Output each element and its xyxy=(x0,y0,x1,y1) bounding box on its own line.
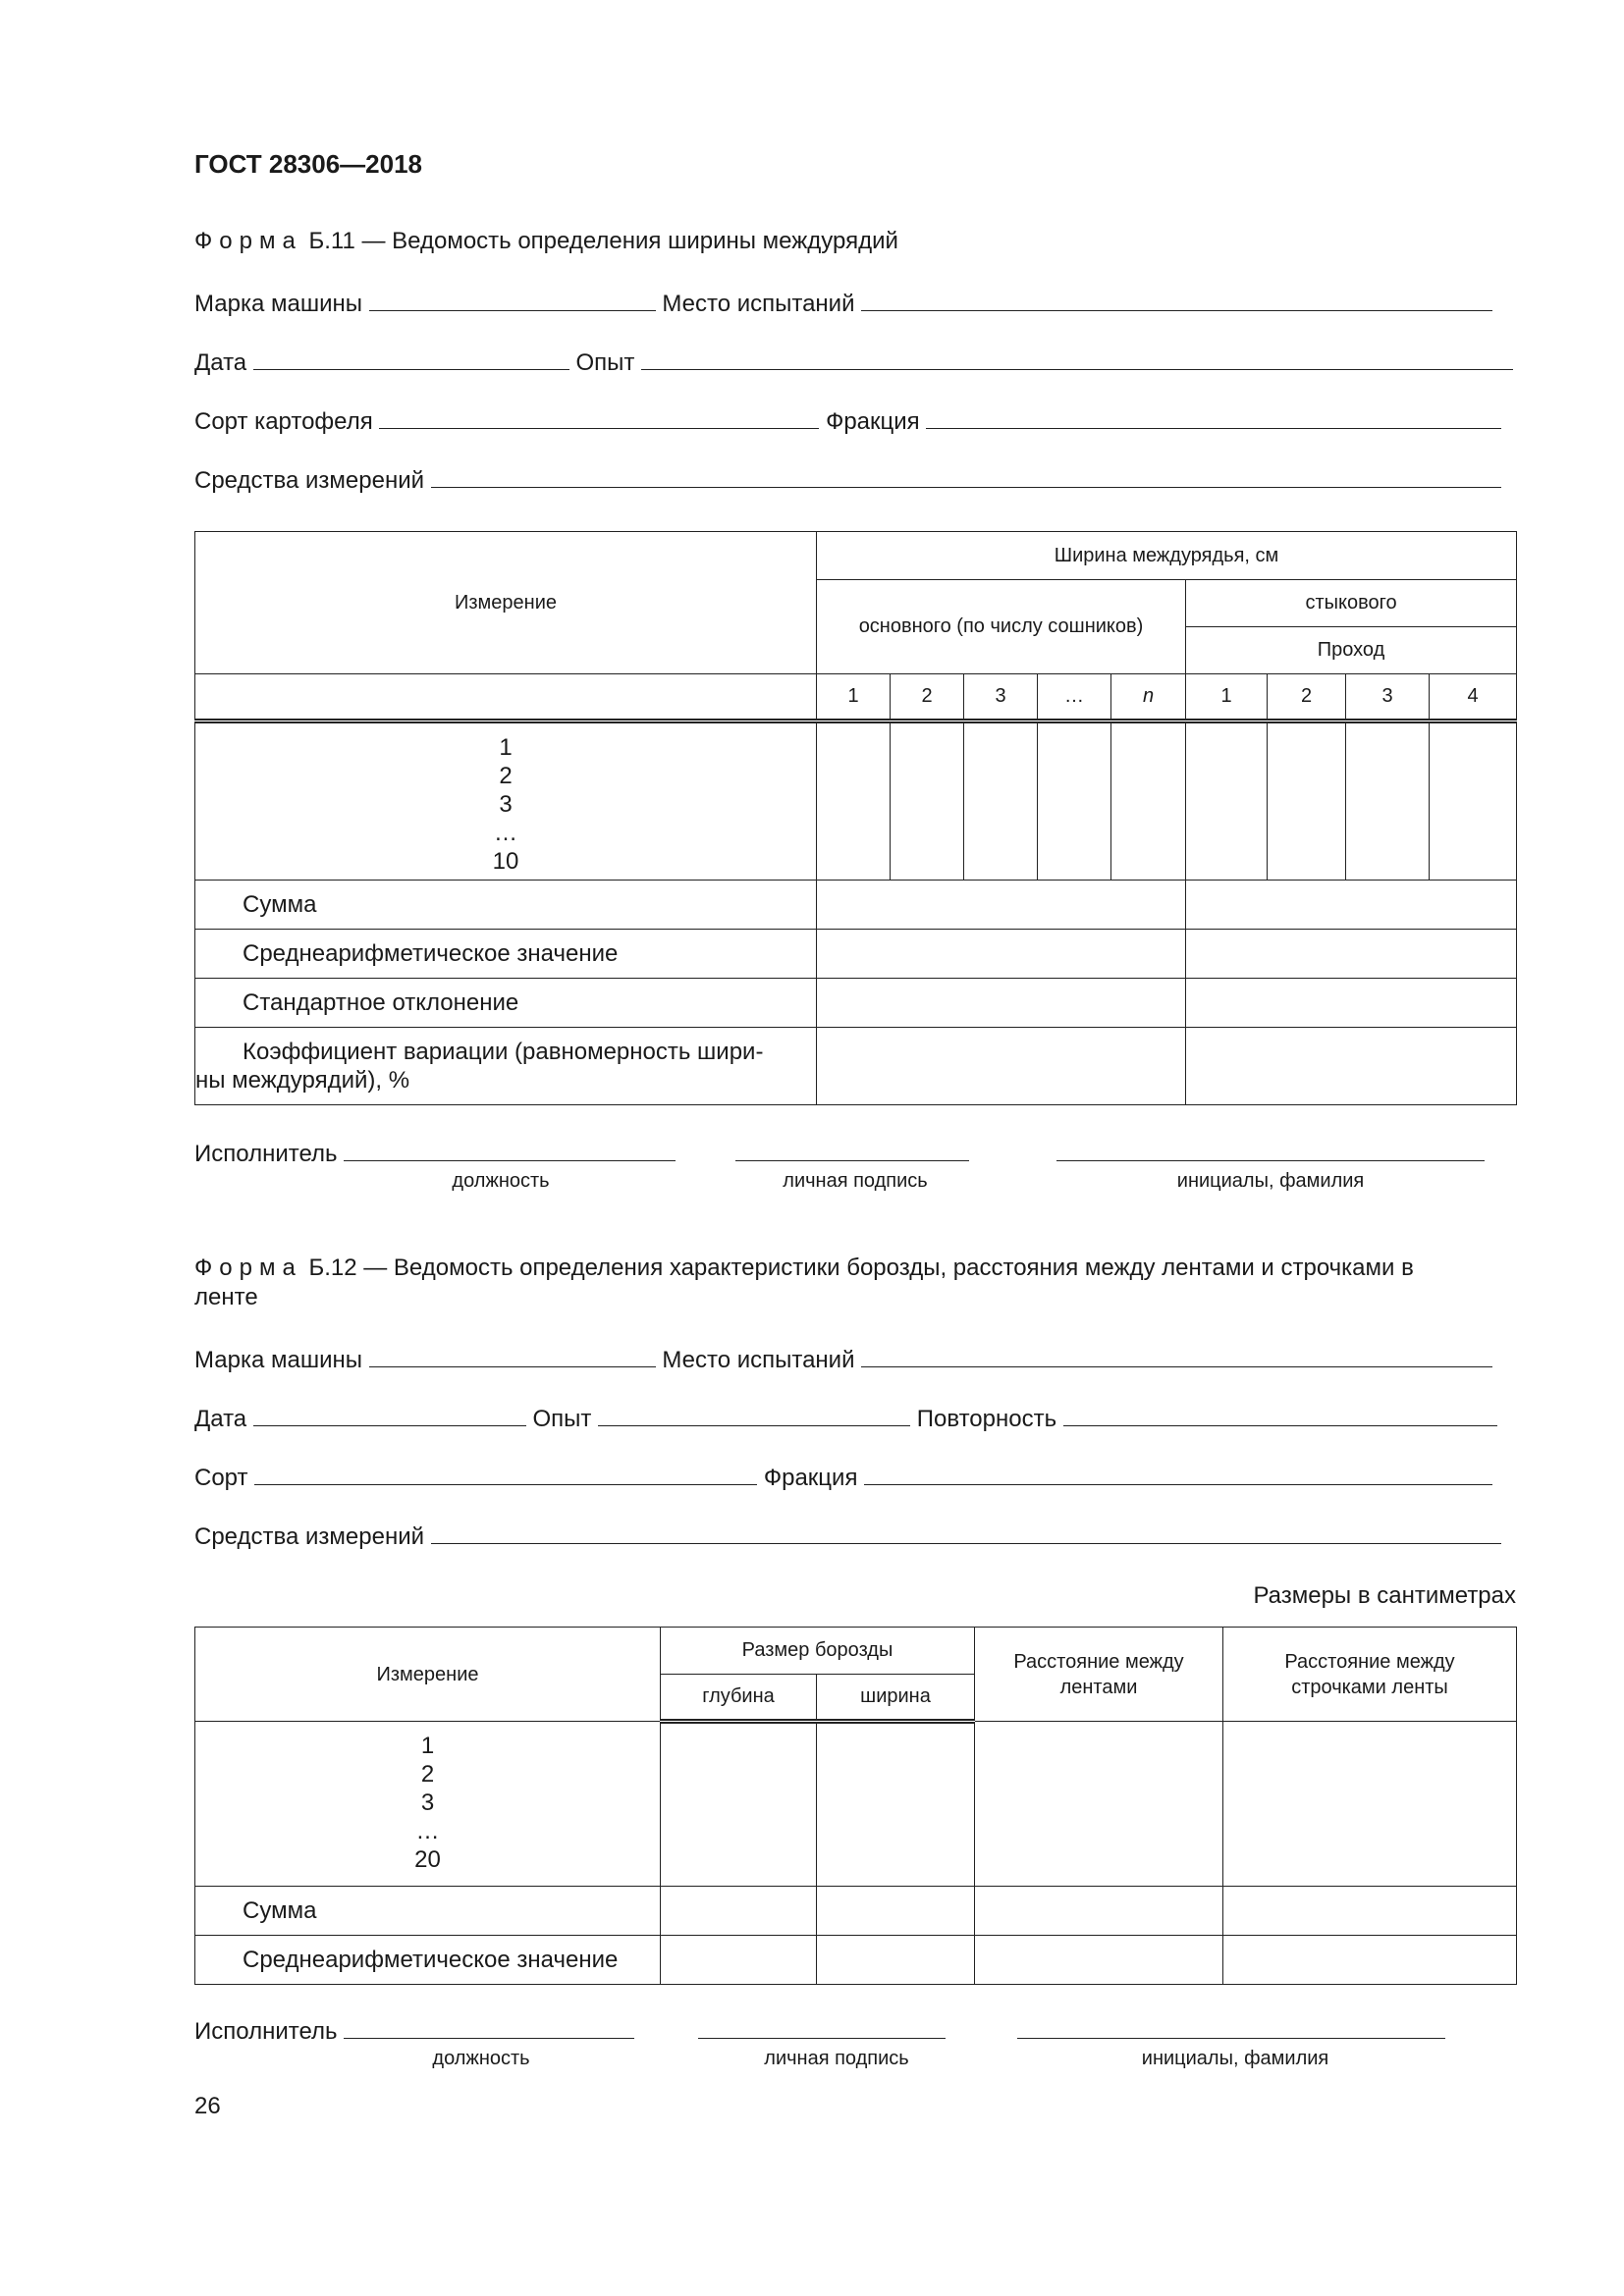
form12-label-prefix: Форма xyxy=(194,1255,302,1281)
measure-number: 3 xyxy=(420,1789,435,1816)
joint-col-1: 1 xyxy=(1186,674,1268,721)
col-header-between-rows xyxy=(1223,1628,1517,1722)
instruments-label: Средства измерений xyxy=(194,1523,425,1550)
variety-input-line[interactable] xyxy=(254,1463,757,1485)
data-cell[interactable] xyxy=(891,721,964,881)
form11-field-row-4 xyxy=(194,465,1501,495)
machine-label: Марка машины xyxy=(194,1347,363,1373)
cv-main-cell[interactable] xyxy=(817,1028,1186,1105)
data-cell[interactable] xyxy=(1268,721,1346,881)
group-header-joint: стыкового xyxy=(1186,580,1517,627)
std-joint-cell[interactable] xyxy=(1186,979,1517,1028)
form12-field-row-2 xyxy=(194,1404,1497,1433)
place-input-line[interactable] xyxy=(861,289,1492,311)
instruments-input-line[interactable] xyxy=(431,465,1501,488)
date-label: Дата xyxy=(194,349,247,376)
machine-label: Марка машины xyxy=(194,291,363,317)
row-mean: Среднеарифметическое значение xyxy=(195,1936,661,1985)
data-cell[interactable] xyxy=(1186,721,1268,881)
form11-title-text: Б.11 — Ведомость определения ширины междурядий xyxy=(308,228,898,254)
form12-executor xyxy=(194,2016,1445,2046)
measure-number: 1 xyxy=(420,1733,435,1759)
between-bands-line2: лентами xyxy=(1059,1676,1138,1698)
col-header-measure-blank xyxy=(195,674,817,721)
between-bands-line1: Расстояние между xyxy=(1013,1650,1184,1673)
form11-field-row-2 xyxy=(194,347,1513,377)
form11-table xyxy=(194,531,1517,1105)
data-cell[interactable] xyxy=(661,1722,817,1887)
main-col-3: 3 xyxy=(964,674,1038,721)
fraction-input-line[interactable] xyxy=(926,406,1501,429)
sum-joint-cell[interactable] xyxy=(1186,881,1517,930)
main-col-ellipsis: … xyxy=(1038,674,1111,721)
machine-input-line[interactable] xyxy=(369,289,656,311)
mean-main-cell[interactable] xyxy=(817,930,1186,979)
mean-cell[interactable] xyxy=(817,1936,975,1985)
sum-main-cell[interactable] xyxy=(817,881,1186,930)
form11-label-prefix: Форма xyxy=(194,228,302,254)
date-input-line[interactable] xyxy=(253,347,569,370)
name-input-line[interactable] xyxy=(1017,2016,1445,2039)
page-number: 26 xyxy=(194,2093,221,2119)
row-cv xyxy=(195,1028,817,1105)
instruments-label: Средства измерений xyxy=(194,467,425,494)
col-header-width: ширина xyxy=(817,1675,975,1722)
measure-number: … xyxy=(494,820,517,846)
repeat-input-line[interactable] xyxy=(1063,1404,1497,1426)
mean-cell[interactable] xyxy=(661,1936,817,1985)
subheader-pass: Проход xyxy=(1186,627,1517,674)
name-input-line[interactable] xyxy=(1056,1139,1485,1161)
std-main-cell[interactable] xyxy=(817,979,1186,1028)
col-header-between-bands xyxy=(975,1628,1223,1722)
position-input-line[interactable] xyxy=(344,2016,634,2039)
caption-position: должность xyxy=(452,1170,550,1192)
form12-title-line1: Б.12 — Ведомость определения характеристики борозды, расстояния между лентами и строчками в xyxy=(308,1255,1414,1281)
measure-number: 2 xyxy=(499,763,513,789)
sum-cell[interactable] xyxy=(661,1887,817,1936)
caption-signature: личная подпись xyxy=(764,2048,909,2069)
mean-joint-cell[interactable] xyxy=(1186,930,1517,979)
data-cell[interactable] xyxy=(1038,721,1111,881)
data-cell[interactable] xyxy=(1223,1722,1517,1887)
form12-field-row-3 xyxy=(194,1463,1492,1492)
repeat-label: Повторность xyxy=(916,1406,1057,1432)
sum-cell[interactable] xyxy=(817,1887,975,1936)
date-label: Дата xyxy=(194,1406,247,1432)
between-rows-line2: строчками ленты xyxy=(1291,1676,1448,1698)
document-code: ГОСТ 28306—2018 xyxy=(194,149,422,179)
group-header-furrow: Размер борозды xyxy=(661,1628,975,1675)
experiment-label: Опыт xyxy=(575,349,635,376)
row-cv-line1: Коэффициент вариации (равномерность шири- xyxy=(243,1039,764,1065)
form11-executor xyxy=(194,1139,1485,1168)
units-note: Размеры в сантиметрах xyxy=(1253,1582,1516,1609)
caption-name: инициалы, фамилия xyxy=(1176,1170,1365,1192)
row-mean: Среднеарифметическое значение xyxy=(195,930,817,979)
measure-number: 2 xyxy=(420,1761,435,1788)
col-header-measure: Измерение xyxy=(195,532,817,674)
form12-table xyxy=(194,1627,1517,1985)
experiment-label: Опыт xyxy=(532,1406,592,1432)
data-cell[interactable] xyxy=(817,1722,975,1887)
caption-name: инициалы, фамилия xyxy=(1141,2048,1329,2069)
place-input-line[interactable] xyxy=(861,1345,1492,1367)
row-sum: Сумма xyxy=(195,1887,661,1936)
signature-input-line[interactable] xyxy=(735,1139,969,1161)
data-cell[interactable] xyxy=(1111,721,1186,881)
cv-joint-cell[interactable] xyxy=(1186,1028,1517,1105)
form11-title xyxy=(194,228,898,255)
joint-col-3: 3 xyxy=(1346,674,1430,721)
fraction-label: Фракция xyxy=(826,408,920,435)
joint-col-4: 4 xyxy=(1430,674,1517,721)
form12-field-row-1 xyxy=(194,1345,1492,1374)
data-cell[interactable] xyxy=(1430,721,1517,881)
experiment-input-line[interactable] xyxy=(641,347,1513,370)
date-input-line[interactable] xyxy=(253,1404,526,1426)
col-header-measure: Измерение xyxy=(195,1628,661,1722)
position-input-line[interactable] xyxy=(344,1139,676,1161)
row-cv-line2: ны междурядий), % xyxy=(195,1067,410,1094)
variety-label: Сорт картофеля xyxy=(194,408,373,435)
measure-number: 10 xyxy=(492,848,519,875)
experiment-input-line[interactable] xyxy=(598,1404,910,1426)
place-label: Место испытаний xyxy=(662,1347,855,1373)
between-rows-line1: Расстояние между xyxy=(1284,1650,1455,1673)
form12-title-cont: ленте xyxy=(194,1284,258,1310)
executor-label: Исполнитель xyxy=(194,1141,338,1167)
machine-input-line[interactable] xyxy=(369,1345,656,1367)
row-std: Стандартное отклонение xyxy=(195,979,817,1028)
measure-number: … xyxy=(415,1818,440,1844)
place-label: Место испытаний xyxy=(662,291,855,317)
sum-cell[interactable] xyxy=(975,1887,1223,1936)
data-cell[interactable] xyxy=(964,721,1038,881)
group-header-main: основного (по числу сошников) xyxy=(817,580,1186,674)
measure-number: 1 xyxy=(499,734,513,761)
data-cell[interactable] xyxy=(817,721,891,881)
mean-cell[interactable] xyxy=(1223,1936,1517,1985)
caption-signature: личная подпись xyxy=(783,1170,928,1192)
measure-numbers-cell xyxy=(195,1722,661,1887)
data-cell[interactable] xyxy=(1346,721,1430,881)
instruments-input-line[interactable] xyxy=(431,1522,1501,1544)
data-cell[interactable] xyxy=(975,1722,1223,1887)
main-col-1: 1 xyxy=(817,674,891,721)
executor-label: Исполнитель xyxy=(194,2018,338,2045)
main-col-2: 2 xyxy=(891,674,964,721)
variety-label: Сорт xyxy=(194,1465,248,1491)
measure-number: 3 xyxy=(499,791,513,818)
main-col-n: n xyxy=(1111,674,1186,721)
caption-position: должность xyxy=(432,2048,530,2069)
fraction-label: Фракция xyxy=(763,1465,858,1491)
measure-numbers-cell xyxy=(195,721,817,881)
form11-field-row-3 xyxy=(194,406,1501,436)
row-sum: Сумма xyxy=(195,881,817,930)
group-header-width: Ширина междурядья, см xyxy=(817,532,1517,580)
form12-title xyxy=(194,1255,1414,1282)
variety-input-line[interactable] xyxy=(379,406,819,429)
measure-number: 20 xyxy=(414,1846,441,1873)
form12-field-row-4 xyxy=(194,1522,1501,1551)
mean-cell[interactable] xyxy=(975,1936,1223,1985)
sum-cell[interactable] xyxy=(1223,1887,1517,1936)
joint-col-2: 2 xyxy=(1268,674,1346,721)
fraction-input-line[interactable] xyxy=(864,1463,1492,1485)
signature-input-line[interactable] xyxy=(698,2016,946,2039)
col-header-depth: глубина xyxy=(661,1675,817,1722)
form11-field-row-1 xyxy=(194,289,1492,318)
